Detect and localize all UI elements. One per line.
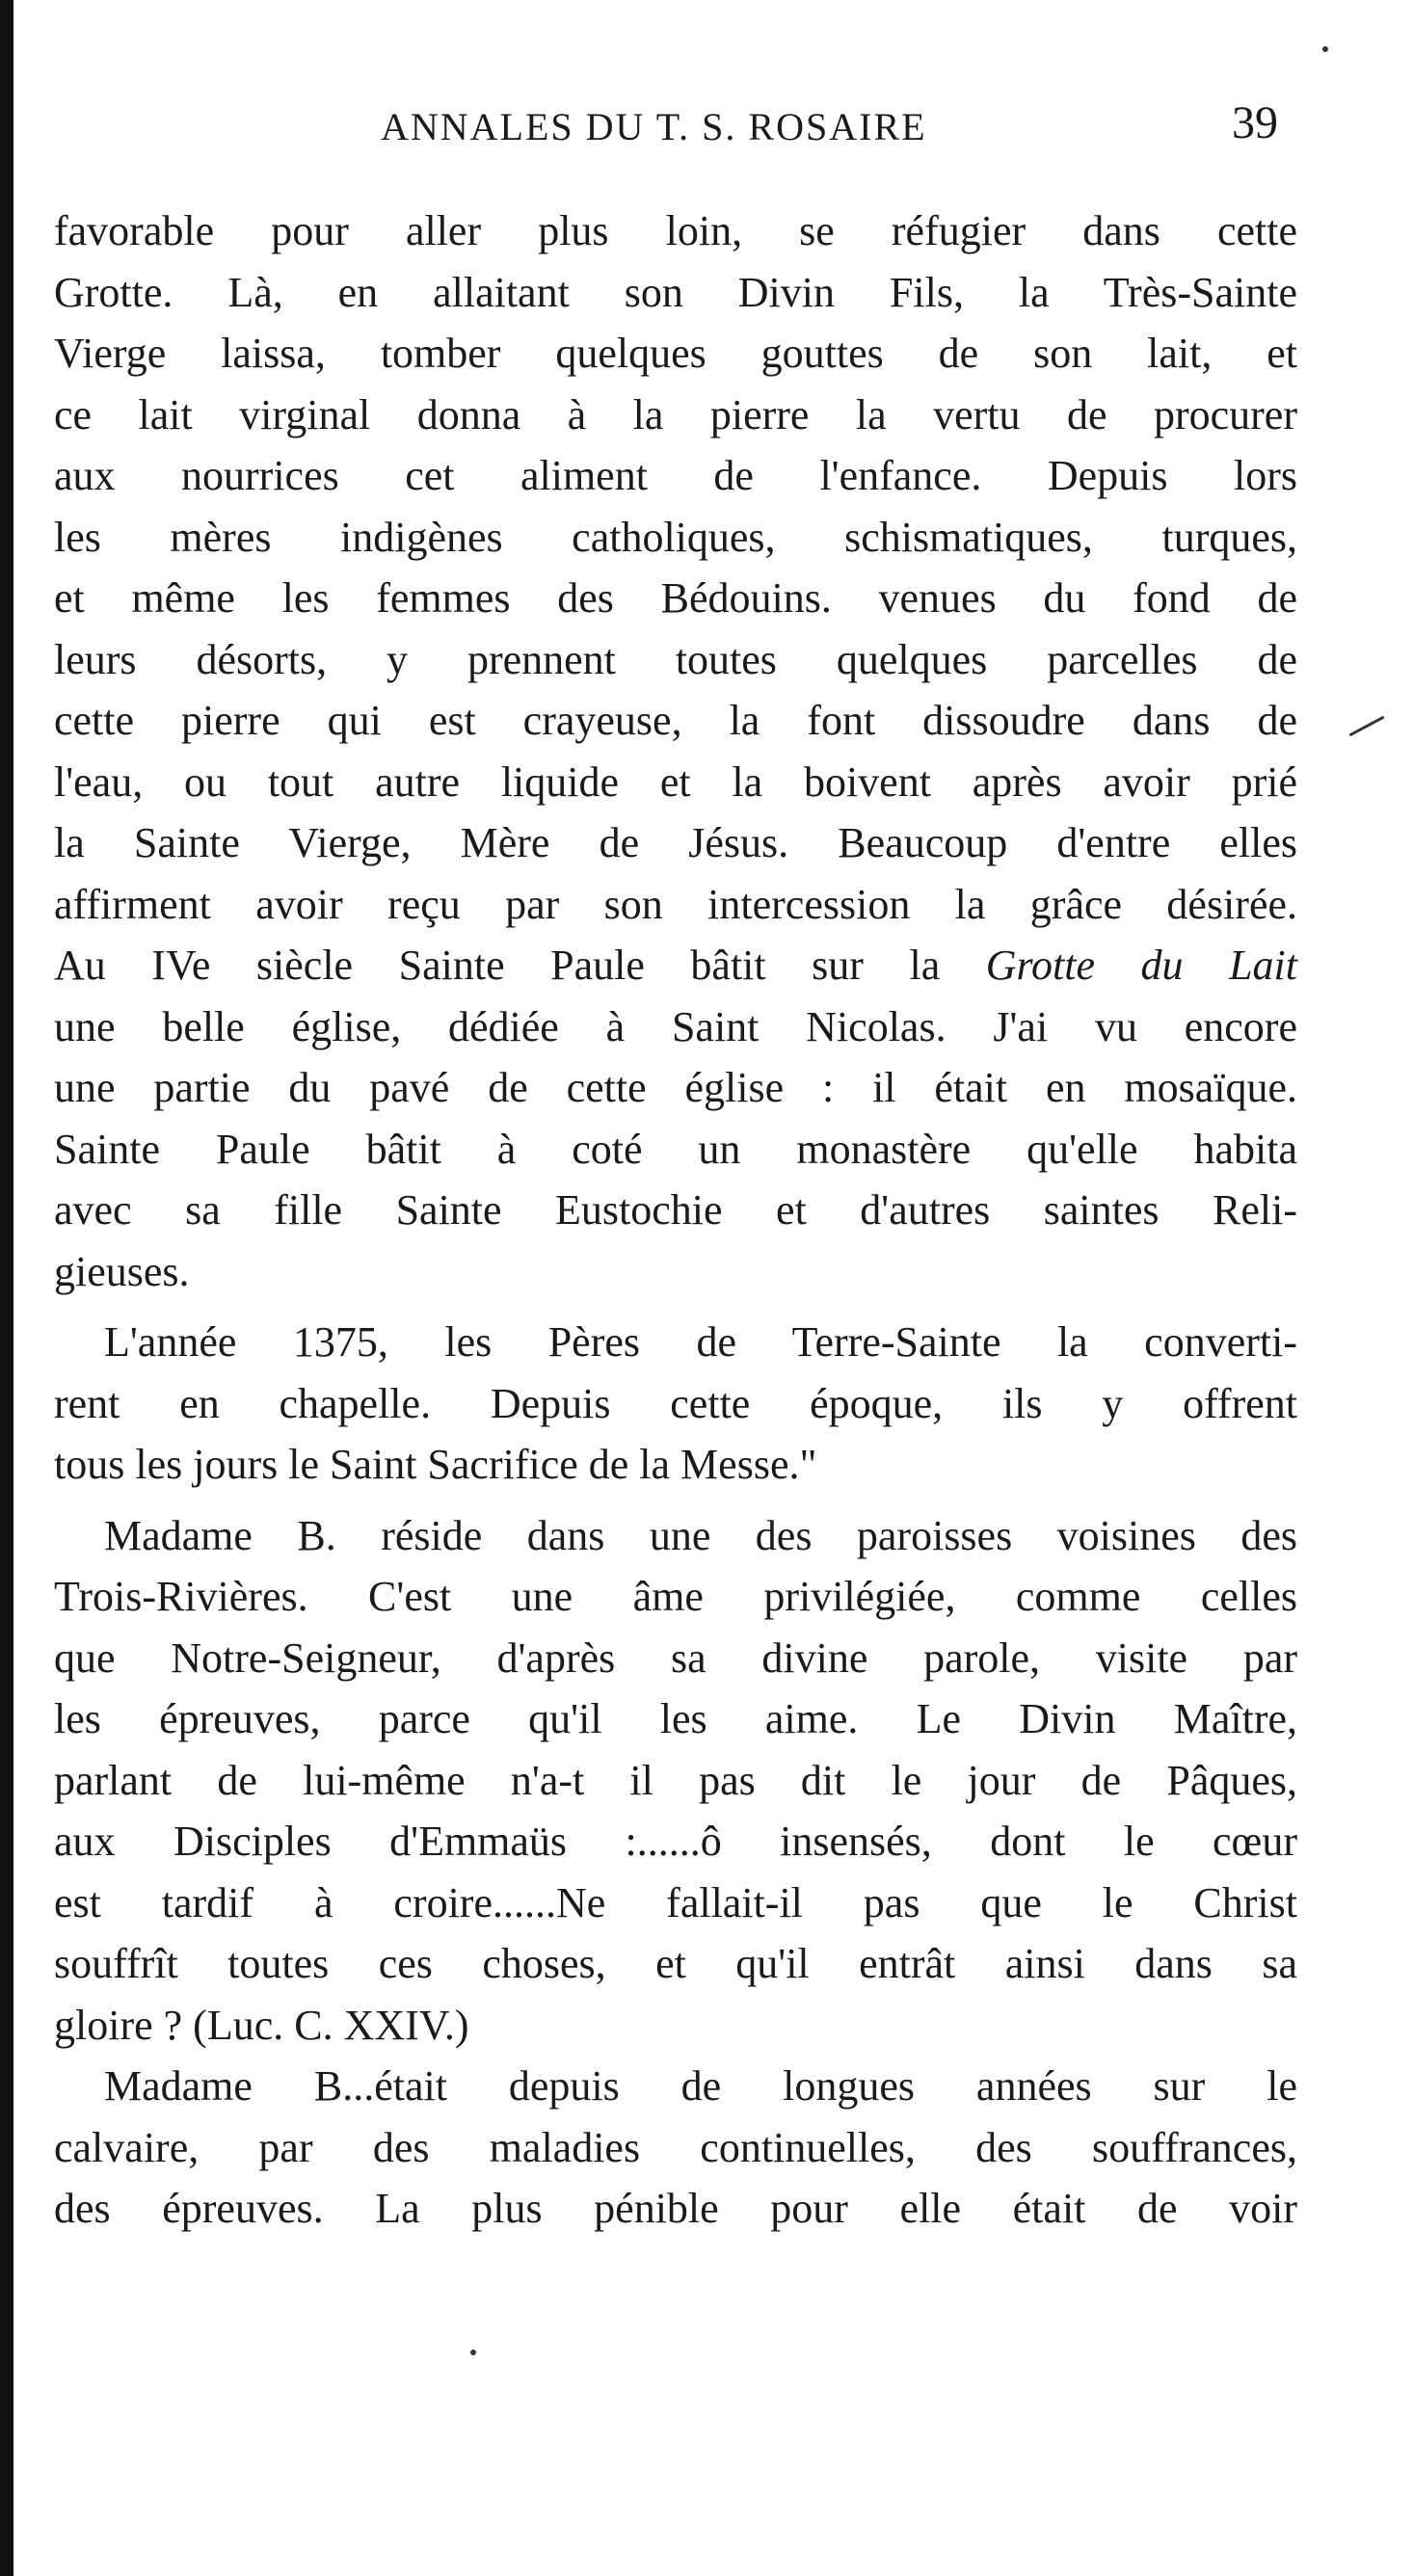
text-line: Madame B. réside dans une des paroisses voisines des	[104, 1511, 1297, 1559]
paragraph	[54, 1312, 1297, 1496]
text-line: gloire ? (Luc. C. XXIV.)	[54, 2001, 469, 2049]
body-text	[54, 200, 1297, 2240]
page-edge-rule	[0, 0, 13, 2576]
page-number: 39	[1232, 97, 1278, 148]
text-line: l'eau, ou tout autre liquide et la boivent après avoir prié	[54, 757, 1297, 806]
speck-mark	[470, 2350, 476, 2355]
paragraph	[54, 200, 1297, 1302]
text-line: Madame B...était depuis de longues années sur le	[104, 2062, 1297, 2110]
text-line: avec sa fille Sainte Eustochie et d'autres saintes Reli-	[54, 1186, 1297, 1234]
text-line: Trois-Rivières. C'est une âme privilégiée, comme celles	[54, 1573, 1297, 1620]
text-line: des épreuves. La plus pénible pour elle était de voir	[54, 2185, 1297, 2232]
speck-mark	[1322, 46, 1328, 52]
text-line: une belle église, dédiée à Saint Nicolas. J'ai vu encore	[54, 1002, 1297, 1050]
text-line: les épreuves, parce qu'il les aime. Le Divin Maître,	[54, 1695, 1297, 1742]
text-line: L'année 1375, les Pères de Terre-Sainte la converti-	[104, 1318, 1297, 1366]
paragraph	[54, 1505, 1297, 2057]
text-line: est tardif à croire......Ne fallait-il pas que le Christ	[54, 1878, 1297, 1926]
text-line: rent en chapelle. Depuis cette époque, ils y offrent	[54, 1379, 1297, 1427]
text-line: gieuses.	[54, 1247, 190, 1295]
margin-mark	[1349, 716, 1385, 736]
text-line: affirment avoir reçu par son intercession la grâce désirée.	[54, 880, 1297, 928]
text-line: la Sainte Vierge, Mère de Jésus. Beaucoup d'entre elles	[54, 819, 1297, 866]
text-line: une partie du pavé de cette église : il était en mosaïque.	[54, 1064, 1297, 1111]
text-line: les mères indigènes catholiques, schismatiques, turques,	[54, 513, 1297, 561]
text-line: et même les femmes des Bédouins. venues du fond de	[54, 574, 1297, 622]
running-head: ANNALES DU T. S. ROSAIRE	[381, 105, 927, 148]
text-line: Grotte. Là, en allaitant son Divin Fils, la Très-Sainte	[54, 268, 1297, 316]
text-line: Vierge laissa, tomber quelques gouttes de son lait, et	[54, 330, 1297, 377]
italic-title: Grotte du Lait	[985, 942, 1297, 989]
text-line: souffrît toutes ces choses, et qu'il entrât ainsi dans sa	[54, 1940, 1297, 1987]
page-header	[0, 96, 1413, 164]
text-line: cette pierre qui est crayeuse, la font dissoudre dans de	[54, 697, 1297, 744]
text-line: leurs désorts, y prennent toutes quelques parcelles de	[54, 635, 1297, 683]
text-line: calvaire, par des maladies continuelles, des souffrances,	[54, 2123, 1297, 2171]
text-line: tous les jours le Saint Sacrifice de la Messe."	[54, 1441, 817, 1488]
paragraph	[54, 2056, 1297, 2240]
text-line: ce lait virginal donna à la pierre la vertu de procurer	[54, 390, 1297, 438]
text-line: que Notre-Seigneur, d'après sa divine parole, visite par	[54, 1633, 1297, 1682]
text-line: aux nourrices cet aliment de l'enfance. Depuis lors	[54, 452, 1297, 499]
text-line: favorable pour aller plus loin, se réfugier dans cette	[54, 207, 1297, 254]
text-line: parlant de lui-même n'a-t il pas dit le jour de Pâques,	[54, 1756, 1297, 1804]
text-line: aux Disciples d'Emmaüs :......ô insensés, dont le cœur	[54, 1818, 1297, 1865]
text-line: Au IVe siècle Sainte Paule bâtit sur la Grotte du Lait	[54, 942, 1297, 989]
text-line: Sainte Paule bâtit à coté un monastère qu'elle habita	[54, 1125, 1297, 1173]
